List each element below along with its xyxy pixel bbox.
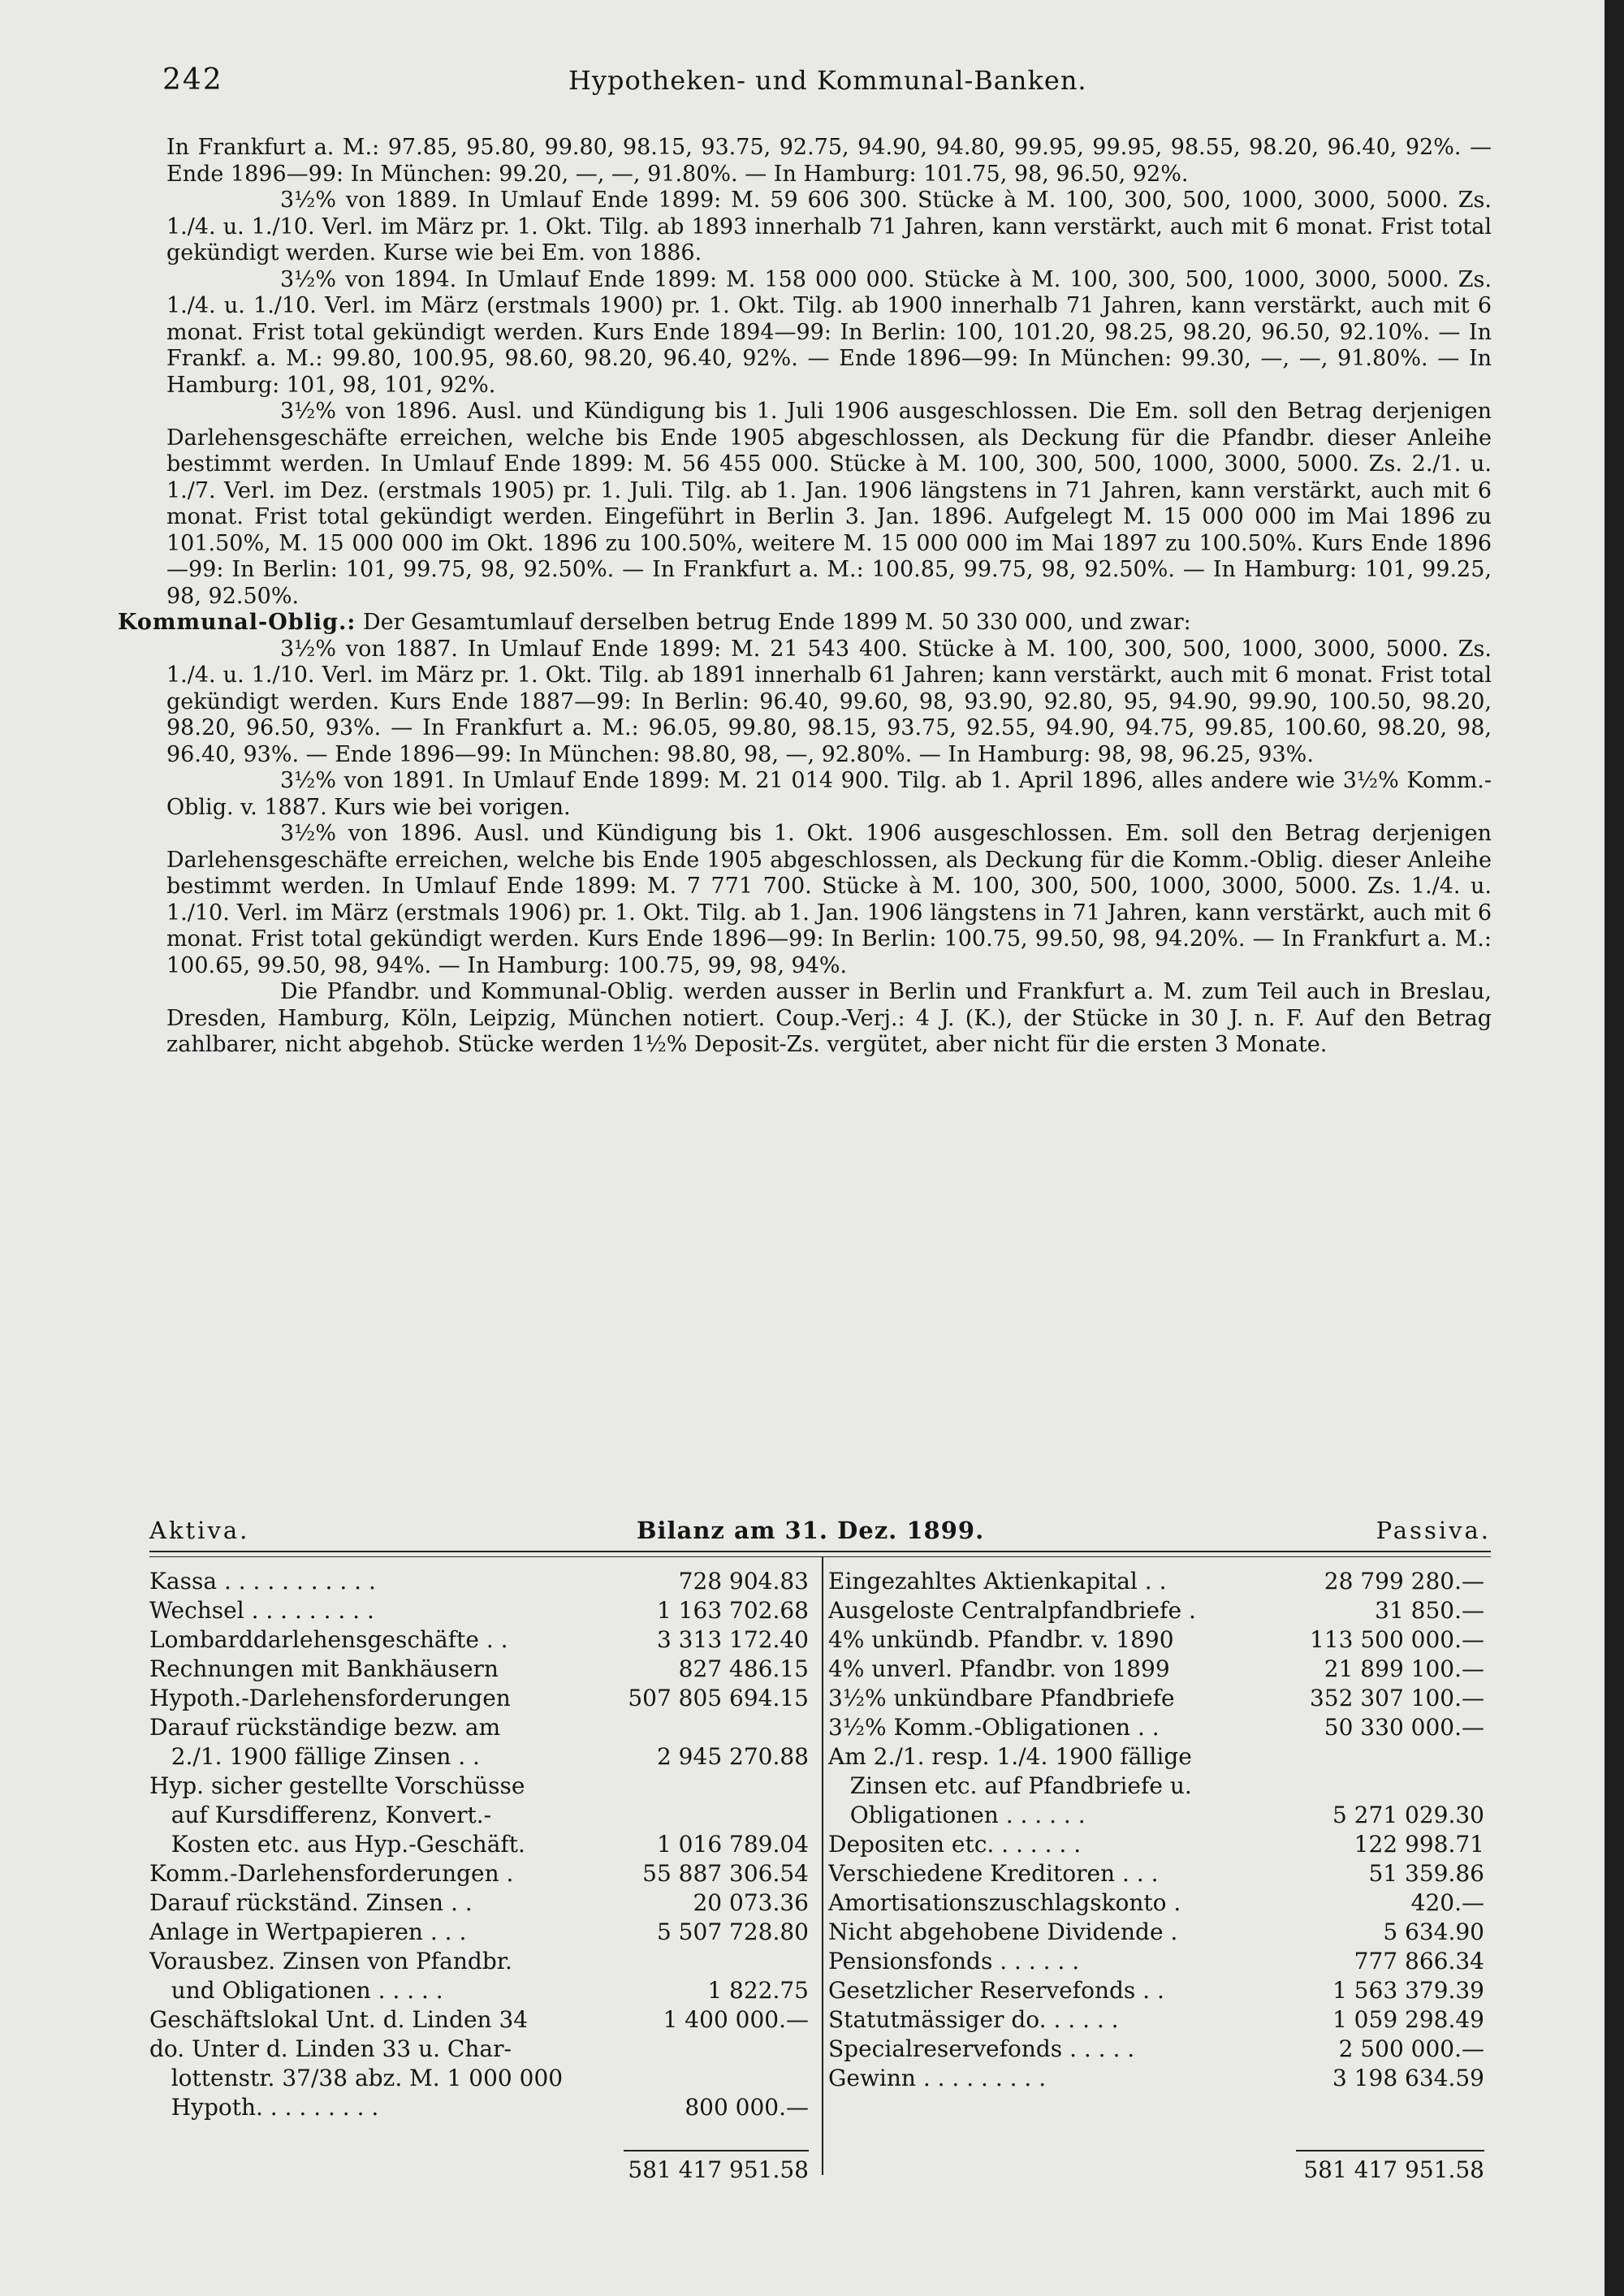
balance-row-label: Darauf rückständ. Zinsen . . [149,1889,473,1916]
balance-row-amount: 3 198 634.59 [1332,2065,1484,2091]
kommunal-text: Der Gesamtumlauf derselben betrug Ende 1899 M. 50 330 000, und zwar: [356,610,1191,635]
balance-row [149,1655,809,1684]
balance-row-label: Specialreservefonds . . . . . [828,2035,1135,2062]
aktiva-table [149,1567,809,2122]
balance-row [828,2005,1484,2035]
balance-rule-bottom [149,1556,1491,1557]
balance-row-amount: 20 073.36 [693,1889,809,1916]
kommunal-term: Kommunal-Oblig.: [118,610,356,635]
balance-row-amount: 1 163 702.68 [656,1597,809,1624]
balance-row-label: Obligationen . . . . . . [828,1802,1086,1828]
balance-row [828,1713,1484,1742]
paragraph: 3½% von 1889. In Umlauf Ende 1899: M. 59 606 300. Stücke à M. 100, 300, 500, 1000, 3000, 5000. Zs. 1./4. u. 1./10. Verl. im März pr. 1. Okt. Tilg. ab 1893 innerhalb 71 Jahren, kann verstärkt, auch mit 6 monat. Frist total gekündigt werden. Kurse wie bei Em. von 1886. [166,188,1492,265]
balance-row [149,1801,809,1830]
balance-row-amount: 728 904.83 [678,1568,809,1595]
balance-row-amount: 507 805 694.15 [628,1685,809,1711]
balance-row [149,1567,809,1596]
balance-row-label: lottenstr. 37/38 abz. M. 1 000 000 [149,2065,564,2091]
balance-row [828,1976,1484,2005]
balance-row [828,1772,1484,1801]
balance-row [828,1888,1484,1918]
balance-row-amount: 31 850.— [1375,1597,1484,1624]
balance-row [828,1684,1484,1713]
paragraph: In Frankfurt a. M.: 97.85, 95.80, 99.80, 98.15, 93.75, 92.75, 94.90, 94.80, 99.95, 99.95, 98.55, 98.20, 96.40, 92%. — Ende 1896—99: In München: 99.20, —, —, 91.80%. — In Hamburg: 101.75, 98, 96.50, 92%. [166,135,1492,187]
balance-row-label: Komm.-Darlehensforderungen . [149,1860,514,1887]
paragraph: 3½% von 1896. Ausl. und Kündigung bis 1. Okt. 1906 ausgeschlossen. Em. soll den Betrag derjenigen Darlehensgeschäfte erreichen, welche bis Ende 1905 abgeschlossen, als Deckung für die Komm.-Oblig. dieser Anleihe bestimmt werden. In Umlauf Ende 1899: M. 7 771 700. Stücke à M. 100, 300, 500, 1000, 3000, 5000. Zs. 1./4. u. 1./10. Verl. im März (erstmals 1906) pr. 1. Okt. Tilg. ab 1. Jan. 1906 längstens in 71 Jahren, kann verstärkt, auch mit 6 monat. Frist total gekündigt werden. Kurs Ende 1896—99: In Berlin: 100.75, 99.50, 98, 94.20%. — In Frankfurt a. M.: 100.65, 99.50, 98, 94%. — In Hamburg: 100.75, 99, 98, 94%. [166,821,1492,978]
balance-row [149,1918,809,1947]
balance-column-divider [822,1556,823,2175]
balance-row [149,2035,809,2064]
balance-row [149,1772,809,1801]
balance-row-label: Vorausbez. Zinsen von Pfandbr. [149,1948,512,1974]
balance-row-label: Verschiedene Kreditoren . . . [828,1860,1159,1887]
balance-row [149,1713,809,1742]
balance-row-label: 4% unverl. Pfandbr. von 1899 [828,1655,1170,1682]
page-header [162,63,1494,104]
balance-row-amount: 1 400 000.— [663,2006,809,2033]
balance-row-label: Geschäftslokal Unt. d. Linden 34 [149,2006,529,2033]
balance-row-amount: 113 500 000.— [1309,1626,1484,1653]
balance-row-label: Statutmässiger do. . . . . . [828,2006,1119,2033]
balance-row-label: 4% unkündb. Pfandbr. v. 1890 [828,1626,1174,1653]
balance-row-amount: 2 945 270.88 [656,1743,809,1770]
balance-row-amount: 28 799 280.— [1324,1568,1484,1595]
balance-row-label: Hyp. sicher gestellte Vorschüsse [149,1772,525,1799]
balance-row [828,1567,1484,1596]
balance-row [828,1655,1484,1684]
page-number: 242 [162,63,223,97]
paragraph: 3½% von 1887. In Umlauf Ende 1899: M. 21 543 400. Stücke à M. 100, 300, 500, 1000, 3000, 5000. Zs. 1./4. u. 1./10. Verl. im März pr. 1. Okt. Tilg. ab 1891 innerhalb 61 Jahren; kann verstärkt, auch mit 6 monat. Frist total gekündigt werden. Kurs Ende 1887—99: In Berlin: 96.40, 99.60, 98, 93.90, 92.80, 95, 94.90, 99.90, 100.50, 98.20, 98.20, 96.50, 93%. — In Frankfurt a. M.: 96.05, 99.80, 98.15, 93.75, 92.55, 94.90, 94.75, 99.85, 100.60, 98.20, 98, 96.40, 93%. — Ende 1896—99: In München: 98.80, 98, —, 92.80%. — In Hamburg: 98, 98, 96.25, 93%. [166,636,1492,767]
balance-row-label: do. Unter d. Linden 33 u. Char- [149,2035,512,2062]
balance-row-amount: 420.— [1410,1889,1484,1916]
balance-row-amount: 827 486.15 [678,1655,809,1682]
balance-row [149,1684,809,1713]
balance-row [149,2093,809,2122]
paragraph: 3½% von 1894. In Umlauf Ende 1899: M. 158 000 000. Stücke à M. 100, 300, 500, 1000, 3000, 5000. Zs. 1./4. u. 1./10. Verl. im März (erstmals 1900) pr. 1. Okt. Tilg. ab 1900 innerhalb 71 Jahren, kann verstärkt, auch mit 6 monat. Frist total gekündigt werden. Kurs Ende 1894—99: In Berlin: 100, 101.20, 98.25, 98.20, 96.50, 92.10%. — In Frankf. a. M.: 99.80, 100.95, 98.60, 98.20, 96.40, 92%. — Ende 1896—99: In München: 99.30, —, —, 91.80%. — In Hamburg: 101, 98, 101, 92%. [166,266,1492,398]
balance-row [149,1596,809,1625]
balance-row-amount: 1 822.75 [707,1977,809,2004]
balance-row-label: Kosten etc. aus Hyp.-Geschäft. [149,1831,525,1858]
balance-row-amount: 1 016 789.04 [656,1831,809,1858]
balance-row-amount: 800 000.— [685,2094,809,2121]
balance-row-label: Am 2./1. resp. 1./4. 1900 fällige [828,1743,1192,1770]
paragraph: 3½% von 1891. In Umlauf Ende 1899: M. 21 014 900. Tilg. ab 1. April 1896, alles andere wie 3½% Komm.-Oblig. v. 1887. Kurs wie bei vorigen. [166,768,1492,820]
passiva-table [828,1567,1484,2093]
balance-row [149,1625,809,1655]
balance-title: Bilanz am 31. Dez. 1899. [637,1517,985,1544]
balance-row [828,1947,1484,1976]
balance-row-label: Eingezahltes Aktienkapital . . [828,1568,1167,1595]
balance-row-label: Depositen etc. . . . . . . [828,1831,1082,1858]
balance-row-label: Ausgeloste Centralpfandbriefe . [828,1597,1196,1624]
balance-row [149,1888,809,1918]
balance-row [828,1801,1484,1830]
balance-row-amount: 1 563 379.39 [1332,1977,1484,2004]
balance-row-label: Anlage in Wertpapieren . . . [149,1918,467,1945]
balance-row-amount: 55 887 306.54 [642,1860,809,1887]
balance-row [828,2064,1484,2093]
balance-rule-top [149,1551,1491,1552]
total-rule-passiva [1296,2150,1484,2151]
balance-row-label: Amortisationszuschlagskonto . [828,1889,1181,1916]
balance-row [149,1976,809,2005]
balance-row-amount: 2 500 000.— [1338,2035,1484,2062]
balance-row [828,2035,1484,2064]
balance-row [149,1830,809,1859]
balance-row-amount: 50 330 000.— [1324,1714,1484,1741]
balance-row-label: Gesetzlicher Reservefonds . . [828,1977,1164,2004]
balance-row-label: Kassa . . . . . . . . . . . [149,1568,376,1595]
balance-row-amount: 1 059 298.49 [1332,2006,1484,2033]
balance-header [149,1517,1491,1549]
balance-row-label: Hypoth. . . . . . . . . [149,2094,379,2121]
balance-row [149,1947,809,1976]
balance-row-label: Pensionsfonds . . . . . . [828,1948,1080,1974]
balance-row-amount: 3 313 172.40 [656,1626,809,1653]
balance-row-label: Nicht abgehobene Dividende . [828,1918,1178,1945]
balance-row-label: 3½% Komm.-Obligationen . . [828,1714,1160,1741]
balance-row-label: und Obligationen . . . . . [149,1977,443,2004]
balance-row-amount: 51 359.86 [1368,1860,1484,1887]
balance-row [149,1859,809,1888]
balance-row-label: Rechnungen mit Bankhäusern [149,1655,499,1682]
balance-row-amount: 777 866.34 [1354,1948,1484,1974]
running-title: Hypotheken- und Kommunal-Banken. [568,65,1087,96]
balance-row-amount: 5 271 029.30 [1332,1802,1484,1828]
paragraph: Die Pfandbr. und Kommunal-Oblig. werden ausser in Berlin und Frankfurt a. M. zum Teil auch in Breslau, Dresden, Hamburg, Köln, Leipzig, München notiert. Coup.-Verj.: 4 J. (K.), der Stücke in 30 J. n. F. Auf den Betrag zahlbarer, nicht abgehob. Stücke werden 1½% Deposit-Zs. vergütet, aber nicht für die ersten 3 Monate. [166,979,1492,1057]
balance-row-label: Darauf rückständige bezw. am [149,1714,501,1741]
balance-row-amount: 5 634.90 [1383,1918,1484,1945]
balance-row-label: Gewinn . . . . . . . . . [828,2065,1047,2091]
balance-row-label: Zinsen etc. auf Pfandbriefe u. [828,1772,1192,1799]
paragraph: 3½% von 1896. Ausl. und Kündigung bis 1. Juli 1906 ausgeschlossen. Die Em. soll den Betrag derjenigen Darlehensgeschäfte erreichen, welche bis Ende 1905 abgeschlossen, als Deckung für die Pfandbr. dieser Anleihe bestimmt werden. In Umlauf Ende 1899: M. 56 455 000. Stücke à M. 100, 300, 500, 1000, 3000, 5000. Zs. 2./1. u. 1./7. Verl. im Dez. (erstmals 1905) pr. 1. Juli. Tilg. ab 1. Jan. 1906 längstens in 71 Jahren, kann verstärkt, auch mit 6 monat. Frist total gekündigt werden. Eingeführt in Berlin 3. Jan. 1896. Aufgelegt M. 15 000 000 im Mai 1896 zu 101.50%, M. 15 000 000 im Okt. 1896 zu 100.50%, weitere M. 15 000 000 im Mai 1897 zu 100.50%. Kurs Ende 1896—99: In Berlin: 101, 99.75, 98, 92.50%. — In Frankfurt a. M.: 100.85, 99.75, 98, 92.50%. — In Hamburg: 101, 99.25, 98, 92.50%. [166,399,1492,609]
total-rule-aktiva [624,2150,809,2151]
balance-row-label: 3½% unkündbare Pfandbriefe [828,1685,1175,1711]
aktiva-label: Aktiva. [149,1517,250,1544]
balance-row-amount: 5 507 728.80 [656,1918,809,1945]
balance-row [149,2064,809,2093]
balance-row-amount: 122 998.71 [1354,1831,1484,1858]
balance-row [828,1859,1484,1888]
balance-row [149,1742,809,1772]
balance-row [149,2005,809,2035]
balance-row [828,1625,1484,1655]
balance-row-amount: 21 899 100.— [1324,1655,1484,1682]
total-aktiva: 581 417 951.58 [628,2156,809,2183]
total-passiva: 581 417 951.58 [1303,2156,1484,2183]
balance-row-label: Wechsel . . . . . . . . . [149,1597,374,1624]
balance-row [828,1830,1484,1859]
balance-row [828,1742,1484,1772]
balance-row-amount: 352 307 100.— [1309,1685,1484,1711]
page-edge [1605,0,1624,2296]
body-text [118,135,1492,1059]
balance-row-label: Hypoth.-Darlehensforderungen [149,1685,511,1711]
balance-row [828,1918,1484,1947]
passiva-label: Passiva. [1376,1517,1491,1544]
balance-row-label: Lombarddarlehensgeschäfte . . [149,1626,508,1653]
balance-row-label: auf Kursdifferenz, Konvert.- [149,1802,492,1828]
balance-row-label: 2./1. 1900 fällige Zinsen . . [149,1743,480,1770]
kommunal-heading-paragraph [118,610,1492,637]
balance-row [828,1596,1484,1625]
